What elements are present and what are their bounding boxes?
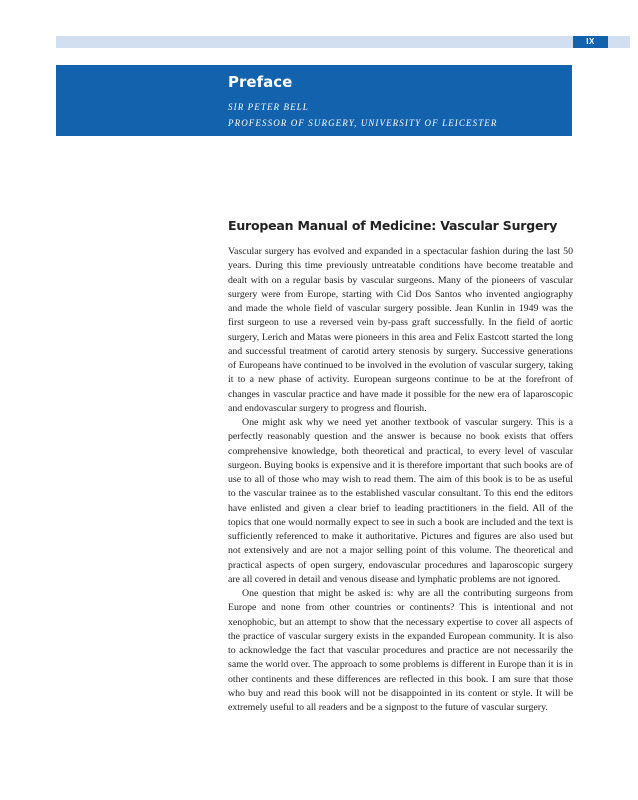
author-affiliation: PROFESSOR OF SURGERY, UNIVERSITY OF LEICESTER bbox=[228, 118, 498, 128]
author-name: SIR PETER BELL bbox=[228, 102, 309, 112]
chapter-header bbox=[56, 65, 572, 136]
section-heading: European Manual of Medicine: Vascular Surgery bbox=[228, 218, 558, 233]
body-text bbox=[228, 245, 573, 715]
chapter-title: Preface bbox=[228, 73, 293, 91]
paragraph: One question that might be asked is: why are all the contributing surgeons from Europe and none from other countries or continents? This is intentional and not xenophobic, but an attempt to show that the necessary expertise to cover all aspects of the practice of vascular surgery exists in the expanded European community. It is also to acknowledge the fact that vascular procedures and practice are not necessarily the same the world over. The approach to some problems is different in Europe than it is in other continents and these differences are reflected in this book. I am sure that those who buy and read this book will not be disappointed in its content or style. It will be extremely useful to all readers and be a signpost to the future of vascular surgery. bbox=[228, 588, 573, 713]
paragraph: Vascular surgery has evolved and expanded in a spectacular fashion during the last 50 years. During this time previously untreatable conditions have become treatable and dealt with on a regular basis by vascular surgeons. Many of the pioneers of vascular surgery were from Europe, starting with Cid Dos Santos who invented angiography and made the whole field of vascular surgery possible. Jean Kunlin in 1949 was the first surgeon to use a reversed vein by-pass graft successfully. In the field of aortic surgery, Lerich and Matas were pioneers in this area and Felix Eastcott started the long and successful treatment of carotid artery stenosis by surgery. Successive generations of Europeans have continued to be involved in the evolution of vascular surgery, taking it to a new phase of activity. European surgeons continue to be at the forefront of changes in vascular practice and have made it possible for the new era of laparoscopic and endovascular surgery to progress and flourish. bbox=[228, 246, 573, 414]
page-number: IX bbox=[573, 36, 608, 48]
top-bar bbox=[56, 36, 630, 48]
paragraph: One might ask why we need yet another textbook of vascular surgery. This is a perfectly reasonably question and the answer is because no book exists that offers comprehensive knowledge, both theoretical and practical, to every level of vascular surgeon. Buying books is expensive and it is therefore important that such books are of use to all of those who may wish to read them. The aim of this book is to be as useful to the vascular trainee as to the established vascular consultant. To this end the editors have enlisted and given a clear brief to leading practitioners in the field. All of the topics that one would normally expect to see in such a book are included and the text is sufficiently referenced to make it authoritative. Pictures and figures are also used but not extensively and are not a major selling point of this volume. The theoretical and practical aspects of open surgery, endovascular procedures and laparoscopic surgery are all covered in detail and venous disease and lymphatic problems are not ignored. bbox=[228, 417, 573, 585]
